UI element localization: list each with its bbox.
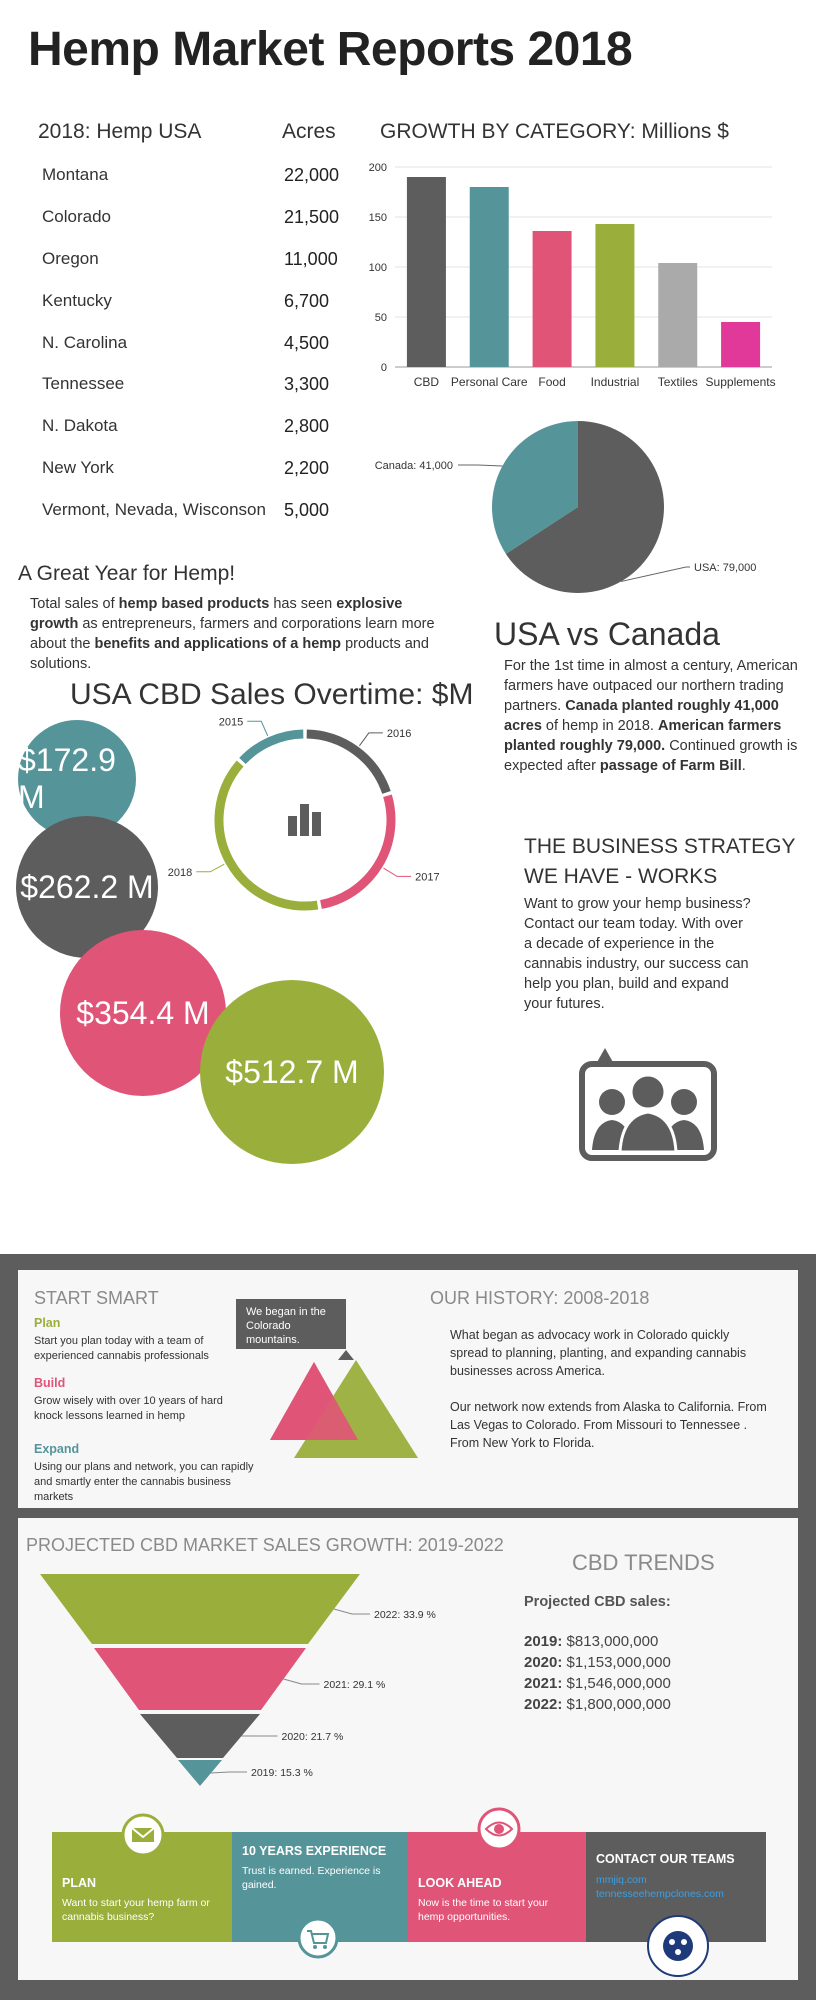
trend-year: 2019: xyxy=(524,1633,563,1650)
funnel-label: 2019: 15.3 % xyxy=(251,1767,313,1779)
cbd-sales-donut-chart xyxy=(150,715,460,955)
table-cell-state: New York xyxy=(42,458,114,477)
smart-item-heading: Plan xyxy=(34,1316,61,1330)
funnel-label: 2020: 21.7 % xyxy=(281,1731,344,1743)
table-cell-acres: 22,000 xyxy=(284,165,340,185)
bar xyxy=(470,187,509,367)
y-tick-label: 100 xyxy=(368,262,387,274)
leader-line xyxy=(196,864,224,872)
x-tick-label: Industrial xyxy=(590,375,640,389)
company-logo xyxy=(646,1914,710,1978)
y-tick-label: 200 xyxy=(368,162,387,174)
y-tick-label: 50 xyxy=(374,312,387,324)
usa-canada-pie-chart xyxy=(360,410,780,610)
table-cell-acres: 4,500 xyxy=(284,333,330,353)
table-cell-state: N. Dakota xyxy=(42,416,118,435)
x-tick-label: Food xyxy=(538,375,566,389)
donut-label: 2018 xyxy=(167,866,193,879)
banner-title: LOOK AHEAD xyxy=(418,1876,502,1890)
bubble-2018: $512.7 M xyxy=(200,980,384,1164)
great-year-text: Total sales of hemp based products has seen explosive growth as entrepreneurs, farmers and corporations learn more about the benefits and applications of a hemp products and solutions. xyxy=(30,596,435,672)
bar xyxy=(595,224,634,367)
leader-line xyxy=(211,1772,247,1773)
leader-line xyxy=(334,1609,370,1614)
funnel-label: 2021: 29.1 % xyxy=(323,1679,386,1691)
table-cell-state: Tennessee xyxy=(42,374,125,393)
bar xyxy=(407,177,446,367)
donut-label: 2015 xyxy=(218,716,244,729)
donut-segment xyxy=(307,734,387,792)
donut-label: 2016 xyxy=(386,727,412,740)
table-row xyxy=(36,374,336,400)
table-row xyxy=(36,207,340,233)
table-header-state: 2018: Hemp USA xyxy=(38,120,202,143)
mountains-icon xyxy=(266,1348,436,1468)
list-item xyxy=(524,1696,671,1713)
pie-label: Canada: 41,000 xyxy=(374,460,453,472)
strategy-title: THE BUSINESS STRATEGY WE HAVE - WORKS xyxy=(524,835,796,888)
trend-year: 2022: xyxy=(524,1696,563,1713)
smart-item-text: Start you plan today with a team of experienced cannabis professionals xyxy=(34,1335,209,1362)
cbd-sales-title: USA CBD Sales Overtime: $M xyxy=(70,678,474,711)
table-row xyxy=(36,249,336,275)
leader-line xyxy=(284,1679,320,1684)
table-cell-acres: 3,300 xyxy=(284,374,330,394)
table-row xyxy=(36,500,336,526)
banner-title: PLAN xyxy=(62,1876,97,1890)
trend-value: $1,153,000,000 xyxy=(566,1654,671,1671)
projected-funnel-chart xyxy=(40,1570,480,1795)
bar-chart-title: GROWTH BY CATEGORY: Millions $ xyxy=(380,120,729,143)
leader-line xyxy=(458,465,502,466)
bar-chart-icon xyxy=(288,804,321,836)
strategy-text: Want to grow your hemp business? Contact our team today. With over a decade of experience in the cannabis industry, our success can help you plan, build and expand your futures. xyxy=(524,896,751,1012)
y-tick-label: 150 xyxy=(368,212,387,224)
funnel-layer xyxy=(94,1648,306,1710)
y-tick-label: 0 xyxy=(380,362,387,374)
list-item xyxy=(524,1675,671,1692)
bar xyxy=(533,231,572,367)
cbd-trends-subtitle: Projected CBD sales: xyxy=(524,1594,671,1610)
table-cell-acres: 5,000 xyxy=(284,500,330,520)
history-text: What began as advocacy work in Colorado quickly spread to planning, planting, and expanding cannabis businesses across America. Our network now extends from Alaska to California. From Las Vegas to Colorado. From Missouri to Tennessee . From New York to Florida. xyxy=(450,1328,767,1450)
banner-text: Want to start your hemp farm or cannabis business? xyxy=(62,1897,210,1923)
list-item xyxy=(524,1633,658,1650)
table-cell-state: Colorado xyxy=(42,207,111,226)
mail-icon xyxy=(120,1812,166,1858)
bar xyxy=(721,322,760,367)
bubble-2017: $354.4 M xyxy=(60,930,226,1096)
x-tick-label: Textiles xyxy=(657,375,698,389)
banner-text: Trust is earned. Experience is gained. xyxy=(242,1865,381,1891)
trend-value: $1,546,000,000 xyxy=(566,1675,671,1692)
bar xyxy=(658,263,697,367)
donut-segment xyxy=(321,796,391,905)
funnel-label: 2022: 33.9 % xyxy=(374,1609,436,1621)
table-cell-acres: 2,200 xyxy=(284,458,330,478)
page-title: Hemp Market Reports 2018 xyxy=(28,23,633,76)
trend-value: $1,800,000,000 xyxy=(566,1696,671,1713)
table-cell-state: Vermont, Nevada, Wisconson xyxy=(42,500,266,519)
growth-bar-chart xyxy=(360,150,780,400)
trend-value: $813,000,000 xyxy=(566,1633,659,1650)
leader-line xyxy=(359,733,382,746)
pie-label: USA: 79,000 xyxy=(694,562,757,574)
table-cell-state: N. Carolina xyxy=(42,333,128,352)
donut-segment xyxy=(242,734,303,761)
table-row xyxy=(36,291,336,317)
table-cell-acres: 6,700 xyxy=(284,291,330,311)
smart-item-text: Using our plans and network, you can rapidly and smartly enter the cannabis business markets xyxy=(34,1461,254,1503)
table-row xyxy=(36,165,340,191)
cart-icon xyxy=(296,1916,340,1960)
bubble-2015: $172.9 M xyxy=(18,720,136,838)
table-row xyxy=(36,458,336,484)
leader-line xyxy=(383,868,411,876)
smart-item-heading: Build xyxy=(34,1376,66,1390)
callout-box: We began in the Colorado mountains. xyxy=(236,1299,346,1349)
great-year-title: A Great Year for Hemp! xyxy=(18,562,236,585)
start-smart-title: START SMART xyxy=(34,1288,159,1308)
table-row xyxy=(36,333,336,359)
table-cell-acres: 11,000 xyxy=(284,249,338,269)
usa-canada-text: For the 1st time in almost a century, American farmers have outpaced our northern trading partners. Canada planted roughly 41,000 acres of hemp in 2018. American farmers planted roughly 79,000. Continued growth is expected after passage of Farm Bill. xyxy=(504,658,798,774)
banner-title: CONTACT OUR TEAMS xyxy=(596,1852,735,1866)
table-cell-state: Kentucky xyxy=(42,291,112,310)
x-tick-label: CBD xyxy=(413,375,440,389)
cbd-trends-title: CBD TRENDS xyxy=(572,1550,715,1575)
smart-item-text: Grow wisely with over 10 years of hard knock lessons learned in hemp xyxy=(34,1395,223,1422)
x-tick-label: Personal Care xyxy=(450,375,528,389)
list-item xyxy=(524,1654,671,1671)
table-cell-acres: 2,800 xyxy=(284,416,330,436)
projected-title: PROJECTED CBD MARKET SALES GROWTH: 2019-2022 xyxy=(26,1535,504,1555)
trend-year: 2020: xyxy=(524,1654,563,1671)
funnel-layer xyxy=(40,1574,360,1644)
contact-link-2[interactable]: tennesseehempclones.com xyxy=(596,1888,724,1900)
table-cell-state: Montana xyxy=(42,165,109,184)
team-icon xyxy=(572,1040,722,1165)
smart-item-heading: Expand xyxy=(34,1442,80,1456)
donut-label: 2017 xyxy=(415,871,440,884)
table-header-acres: Acres xyxy=(282,120,336,143)
banner-text: Now is the time to start your hemp opportunities. xyxy=(418,1897,549,1923)
contact-link-1[interactable]: mmjiq.com xyxy=(596,1874,647,1886)
history-title: OUR HISTORY: 2008-2018 xyxy=(430,1288,650,1308)
banner-title: 10 YEARS EXPERIENCE xyxy=(242,1844,387,1858)
usa-canada-title: USA vs Canada xyxy=(494,616,720,652)
table-cell-state: Oregon xyxy=(42,249,99,268)
table-cell-acres: 21,500 xyxy=(284,207,340,227)
bubble-2016: $262.2 M xyxy=(16,816,158,958)
x-tick-label: Supplements xyxy=(705,375,776,389)
trend-year: 2021: xyxy=(524,1675,563,1692)
table-row xyxy=(36,416,336,442)
leader-line xyxy=(247,721,267,736)
eye-icon xyxy=(476,1806,522,1852)
